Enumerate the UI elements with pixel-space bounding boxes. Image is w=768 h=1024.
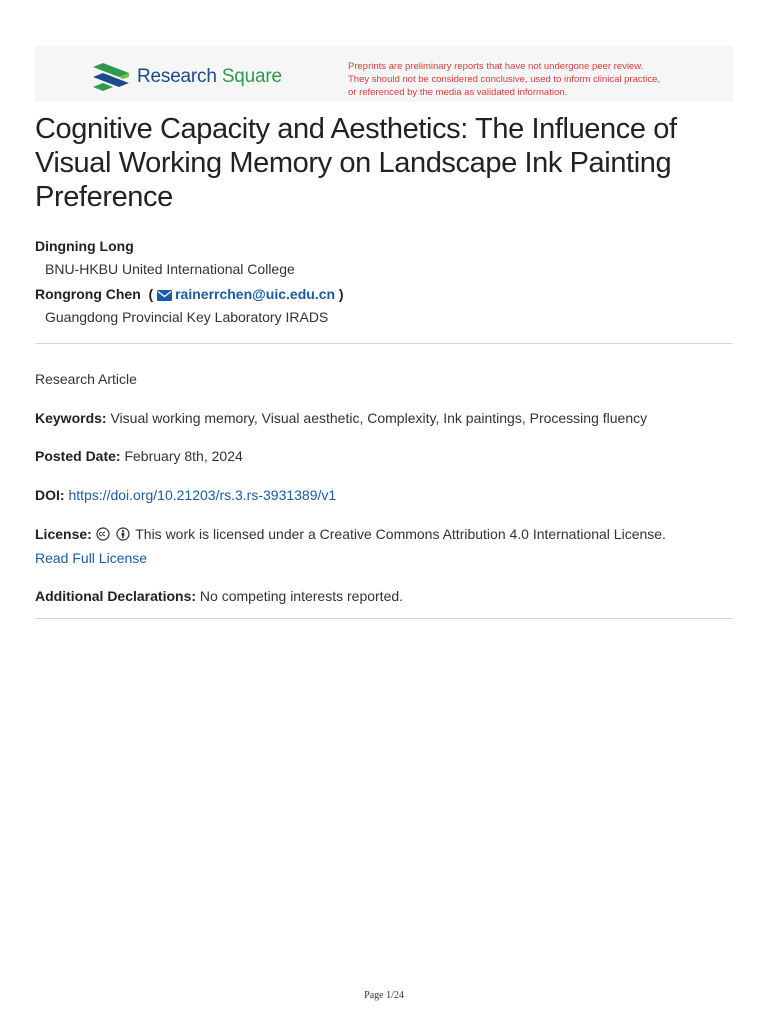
page-number: Page 1/24 (364, 990, 404, 1001)
author-affiliation: Guangdong Provincial Key Laboratory IRADS (45, 309, 329, 325)
read-full-license-link[interactable]: Read Full License (35, 550, 148, 566)
preprint-header (35, 46, 733, 102)
posted-date-value: February 8th, 2024 (124, 448, 243, 464)
license-text: This work is licensed under a Creative Commons Attribution 4.0 International License. (135, 526, 666, 542)
author-corresponding (35, 286, 344, 302)
disclaimer-line: or referenced by the media as validated information. (348, 87, 568, 98)
title-line: Cognitive Capacity and Aesthetics: The Influence of (35, 113, 677, 145)
author-affiliation: BNU-HKBU United International College (45, 261, 295, 277)
doi-row (35, 487, 336, 503)
keywords-value: Visual working memory, Visual aesthetic, Complexity, Ink paintings, Processing fluency (110, 410, 648, 426)
keywords-label: Keywords: (35, 410, 107, 426)
title-line: Preference (35, 181, 173, 213)
disclaimer-line: They should not be considered conclusive, used to inform clinical practice, (348, 74, 661, 85)
author-email-link[interactable]: rainerrchen@uic.edu.cn (175, 286, 336, 302)
attribution-icon (116, 527, 130, 541)
doi-label: DOI: (35, 487, 65, 503)
paper-title (35, 112, 735, 214)
research-square-logo-icon (93, 63, 129, 91)
logo-text (137, 66, 282, 88)
logo-text-research: Research (137, 66, 217, 87)
disclaimer-line: Preprints are preliminary reports that have not undergone peer review. (348, 61, 644, 72)
title-line: Visual Working Memory on Landscape Ink Painting (35, 147, 672, 179)
declarations-label: Additional Declarations: (35, 588, 197, 604)
creative-commons-icon (96, 527, 110, 541)
declarations-row (35, 588, 403, 604)
posted-date-row (35, 448, 243, 464)
author-name: Rongrong Chen (35, 286, 141, 302)
logo-text-square: Square (221, 66, 282, 87)
divider (35, 343, 733, 344)
posted-date-label: Posted Date: (35, 448, 121, 464)
divider (35, 618, 733, 619)
mail-icon (157, 290, 172, 301)
license-row (35, 526, 666, 542)
article-type: Research Article (35, 371, 137, 387)
research-square-logo[interactable] (93, 63, 282, 91)
author-name: Dingning Long (35, 238, 134, 254)
author-email-wrap: ( rainerrchen@uic.edu.cn ) (144, 286, 344, 302)
license-label: License: (35, 526, 92, 542)
declarations-value: No competing interests reported. (199, 588, 404, 604)
doi-link[interactable]: https://doi.org/10.21203/rs.3.rs-3931389/v1 (68, 487, 337, 503)
preprint-disclaimer (348, 60, 728, 99)
keywords-row (35, 410, 647, 426)
